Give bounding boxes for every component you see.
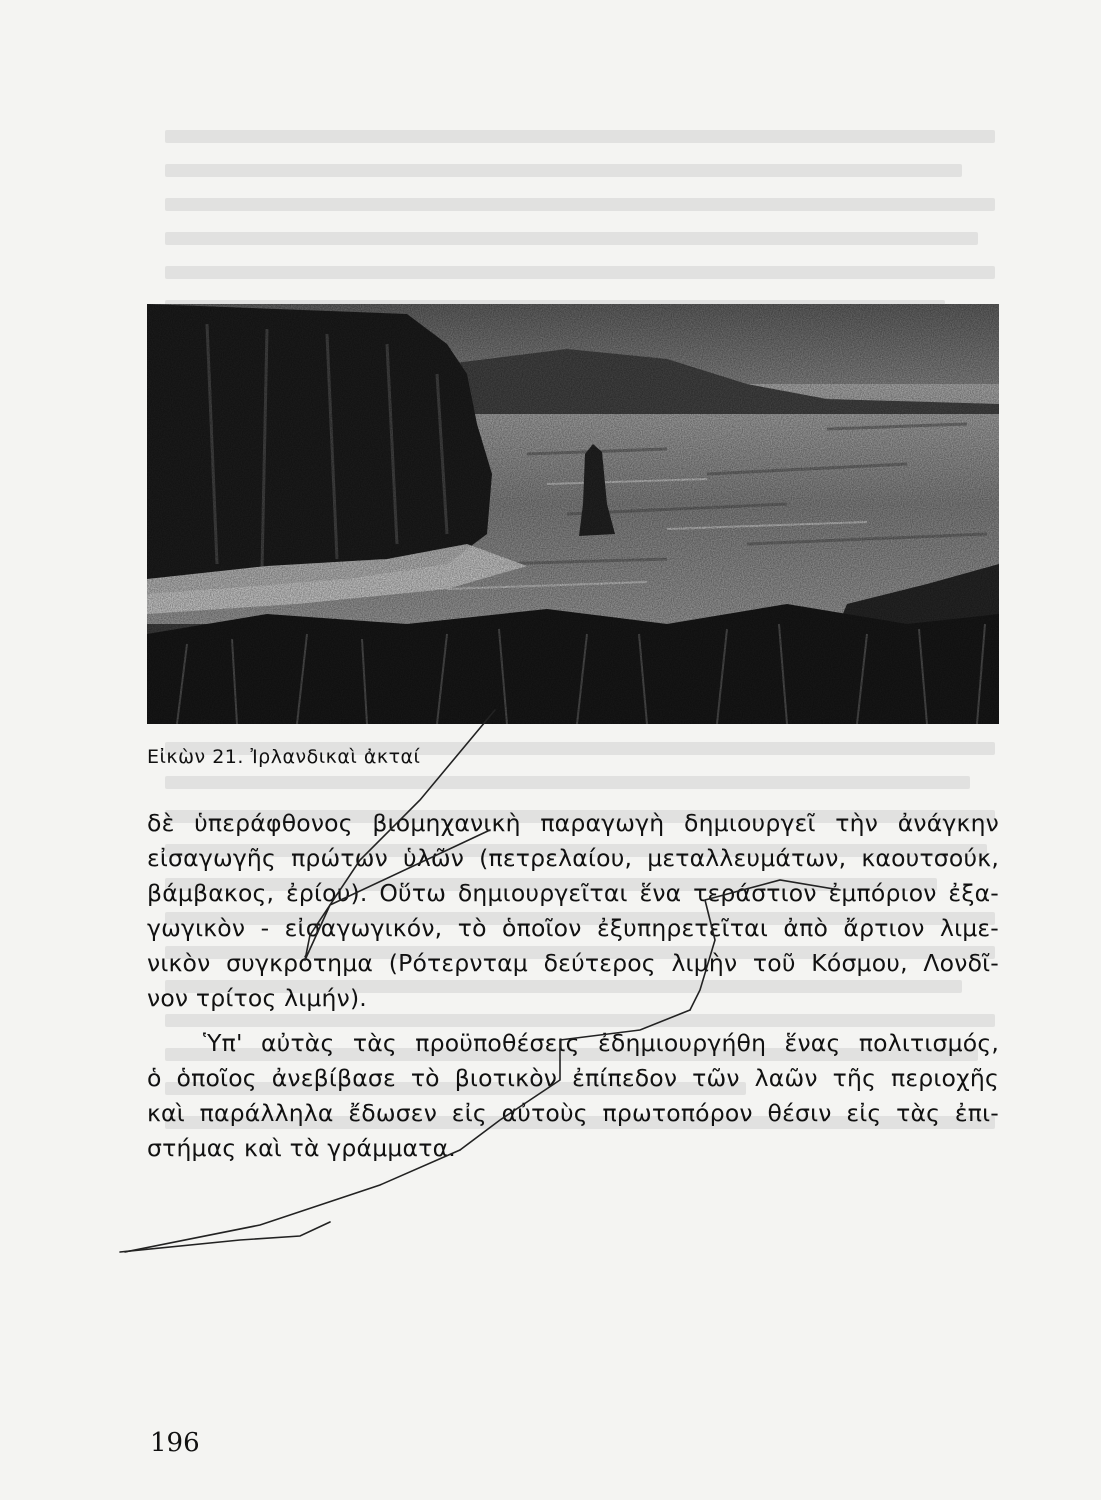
text-line: νικὸν συγκρότημα (Ρότερνταμ δεύτερος λιμὴν τοῦ Κόσμου, Λονδῖ-	[147, 949, 999, 977]
text-line: Ὑπ' αὐτὰς τὰς προϋποθέσεις ἐδημιουργήθη ἕνας πολιτισμός,	[203, 1029, 999, 1057]
text-line: δὲ ὑπεράφθονος βιομηχανικὴ παραγωγὴ δημιουργεῖ τὴν ἀνάγκην	[147, 809, 999, 837]
coast-photograph	[147, 304, 999, 724]
text-line: νον τρίτος λιμήν).	[147, 984, 367, 1012]
paragraph-2	[147, 1026, 999, 1166]
scribble-stroke	[120, 1222, 330, 1252]
paragraph-1	[147, 806, 999, 1016]
text-line: καὶ παράλληλα ἔδωσεν εἰς αὐτοὺς πρωτοπόρον θέσιν εἰς τὰς ἐπι-	[147, 1099, 999, 1127]
figure-caption: Εἰκὼν 21. Ἰρλανδικαὶ ἀκταί	[147, 746, 421, 768]
page-number: 196	[150, 1428, 200, 1458]
text-line: στήμας καὶ τὰ γράμματα.	[147, 1134, 456, 1162]
irish-coast-cliffs-image	[147, 304, 999, 724]
text-line: γωγικὸν - εἰσαγωγικόν, τὸ ὁποῖον ἐξυπηρετεῖται ἀπὸ ἄρτιον λιμε-	[147, 914, 999, 942]
text-line: ὁ ὁποῖος ἀνεβίβασε τὸ βιοτικὸν ἐπίπεδον τῶν λαῶν τῆς περιοχῆς	[147, 1064, 999, 1092]
text-line: βάμβακος, ἐρίου). Οὕτω δημιουργεῖται ἕνα τεράστιον ἐμπόριον ἐξα-	[147, 879, 999, 907]
body-text	[147, 806, 999, 1166]
text-line: εἰσαγωγῆς πρώτων ὑλῶν (πετρελαίου, μεταλλευμάτων, καουτσούκ,	[147, 844, 999, 872]
